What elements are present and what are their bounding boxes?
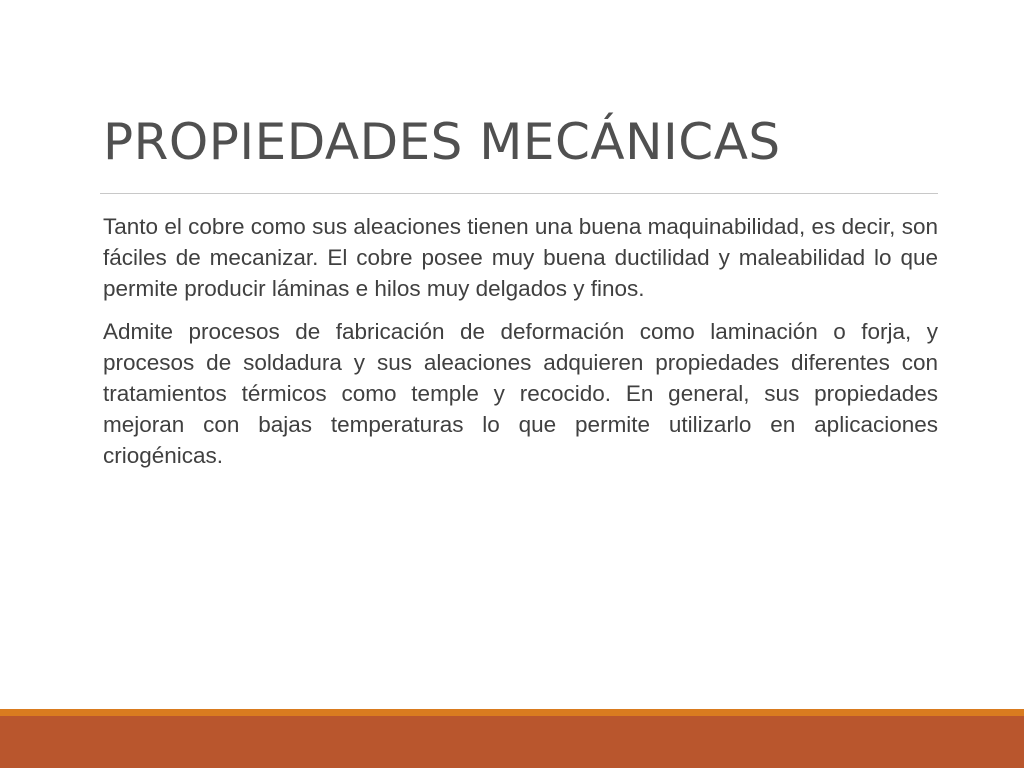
footer-accent-bar-thin xyxy=(0,709,1024,716)
body-paragraph-1: Tanto el cobre como sus aleaciones tienen una buena maquinabilidad, es decir, son fáciles de mecanizar. El cobre posee muy buena ductilidad y maleabilidad lo que permite producir láminas e hilos muy delgados y finos. xyxy=(103,214,938,301)
title-divider xyxy=(100,193,938,194)
footer-accent-bar-thick xyxy=(0,716,1024,768)
slide-title: PROPIEDADES MECÁNICAS xyxy=(103,113,781,171)
body-paragraph-2: Admite procesos de fabricación de deformación como laminación o forja, y procesos de soldadura y sus aleaciones adquieren propiedades diferentes con tratamientos térmicos como temple y recocido. En general, sus propiedades mejoran con bajas temperaturas lo que permite utilizarlo en aplicaciones criogénicas. xyxy=(103,319,938,468)
slide-body xyxy=(103,211,938,483)
